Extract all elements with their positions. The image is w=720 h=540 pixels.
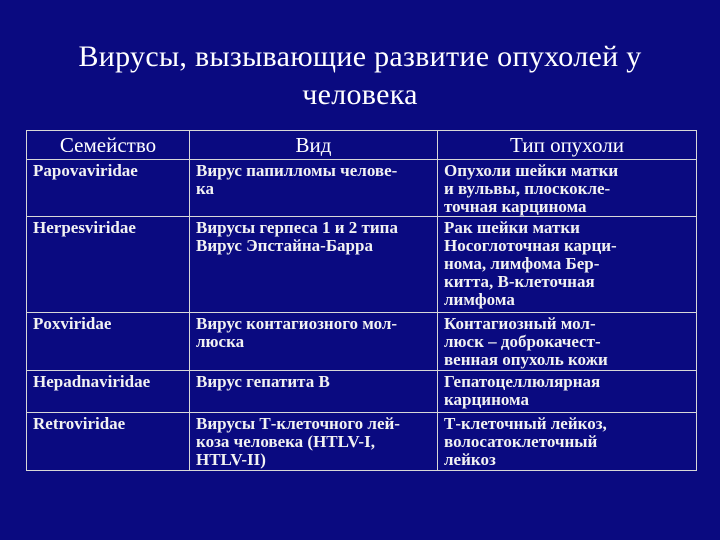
table-row [27,371,697,413]
tumor-text: Рак шейки матки Носоглоточная карци- нома, лимфома Бер- китта, В-клеточная лимфома [444,218,617,309]
family-cell [27,313,190,371]
species-cell [190,160,438,217]
species-cell [190,217,438,313]
table-row [27,217,697,313]
slide-title: Вирусы, вызывающие развитие опухолей у человека [78,40,642,111]
header-tumor-type: Тип опухоли [438,131,697,160]
species-text: Вирус контагиозного мол- люска [196,314,398,351]
tumor-cell [438,313,697,371]
family-text: Retroviridae [33,414,126,433]
header-family: Семейство [27,131,190,160]
family-text: Poxviridae [33,314,112,333]
table-header-row [27,131,697,160]
table-row [27,313,697,371]
species-text: Вирусы герпеса 1 и 2 типа Вирус Эпстайна-Барра [196,218,398,255]
family-cell [27,217,190,313]
table-row [27,160,697,217]
family-text: Hepadnaviridae [33,372,151,391]
species-text: Вирус папилломы челове- ка [196,161,398,198]
virus-tumor-table [26,130,697,471]
tumor-text: Опухоли шейки матки и вульвы, плоскокле- точная карцинома [444,161,619,216]
species-cell [190,413,438,471]
family-cell [27,160,190,217]
family-text: Herpesviridae [33,218,136,237]
tumor-cell [438,217,697,313]
tumor-cell [438,160,697,217]
header-species: Вид [190,131,438,160]
tumor-cell [438,413,697,471]
species-text: Вирус гепатита В [196,372,330,391]
family-cell [27,371,190,413]
tumor-cell [438,371,697,413]
family-text: Papovaviridae [33,161,138,180]
species-text: Вирусы Т-клеточного лей- коза человека (HTLV-I, HTLV-II) [196,414,400,469]
tumor-text: Т-клеточный лейкоз, волосатоклеточный лейкоз [444,414,607,469]
species-cell [190,313,438,371]
tumor-text: Гепатоцеллюлярная карцинома [444,372,601,409]
tumor-text: Контагиозный мол- люск – доброкачест- венная опухоль кожи [444,314,608,369]
table-row [27,413,697,471]
species-cell [190,371,438,413]
family-cell [27,413,190,471]
